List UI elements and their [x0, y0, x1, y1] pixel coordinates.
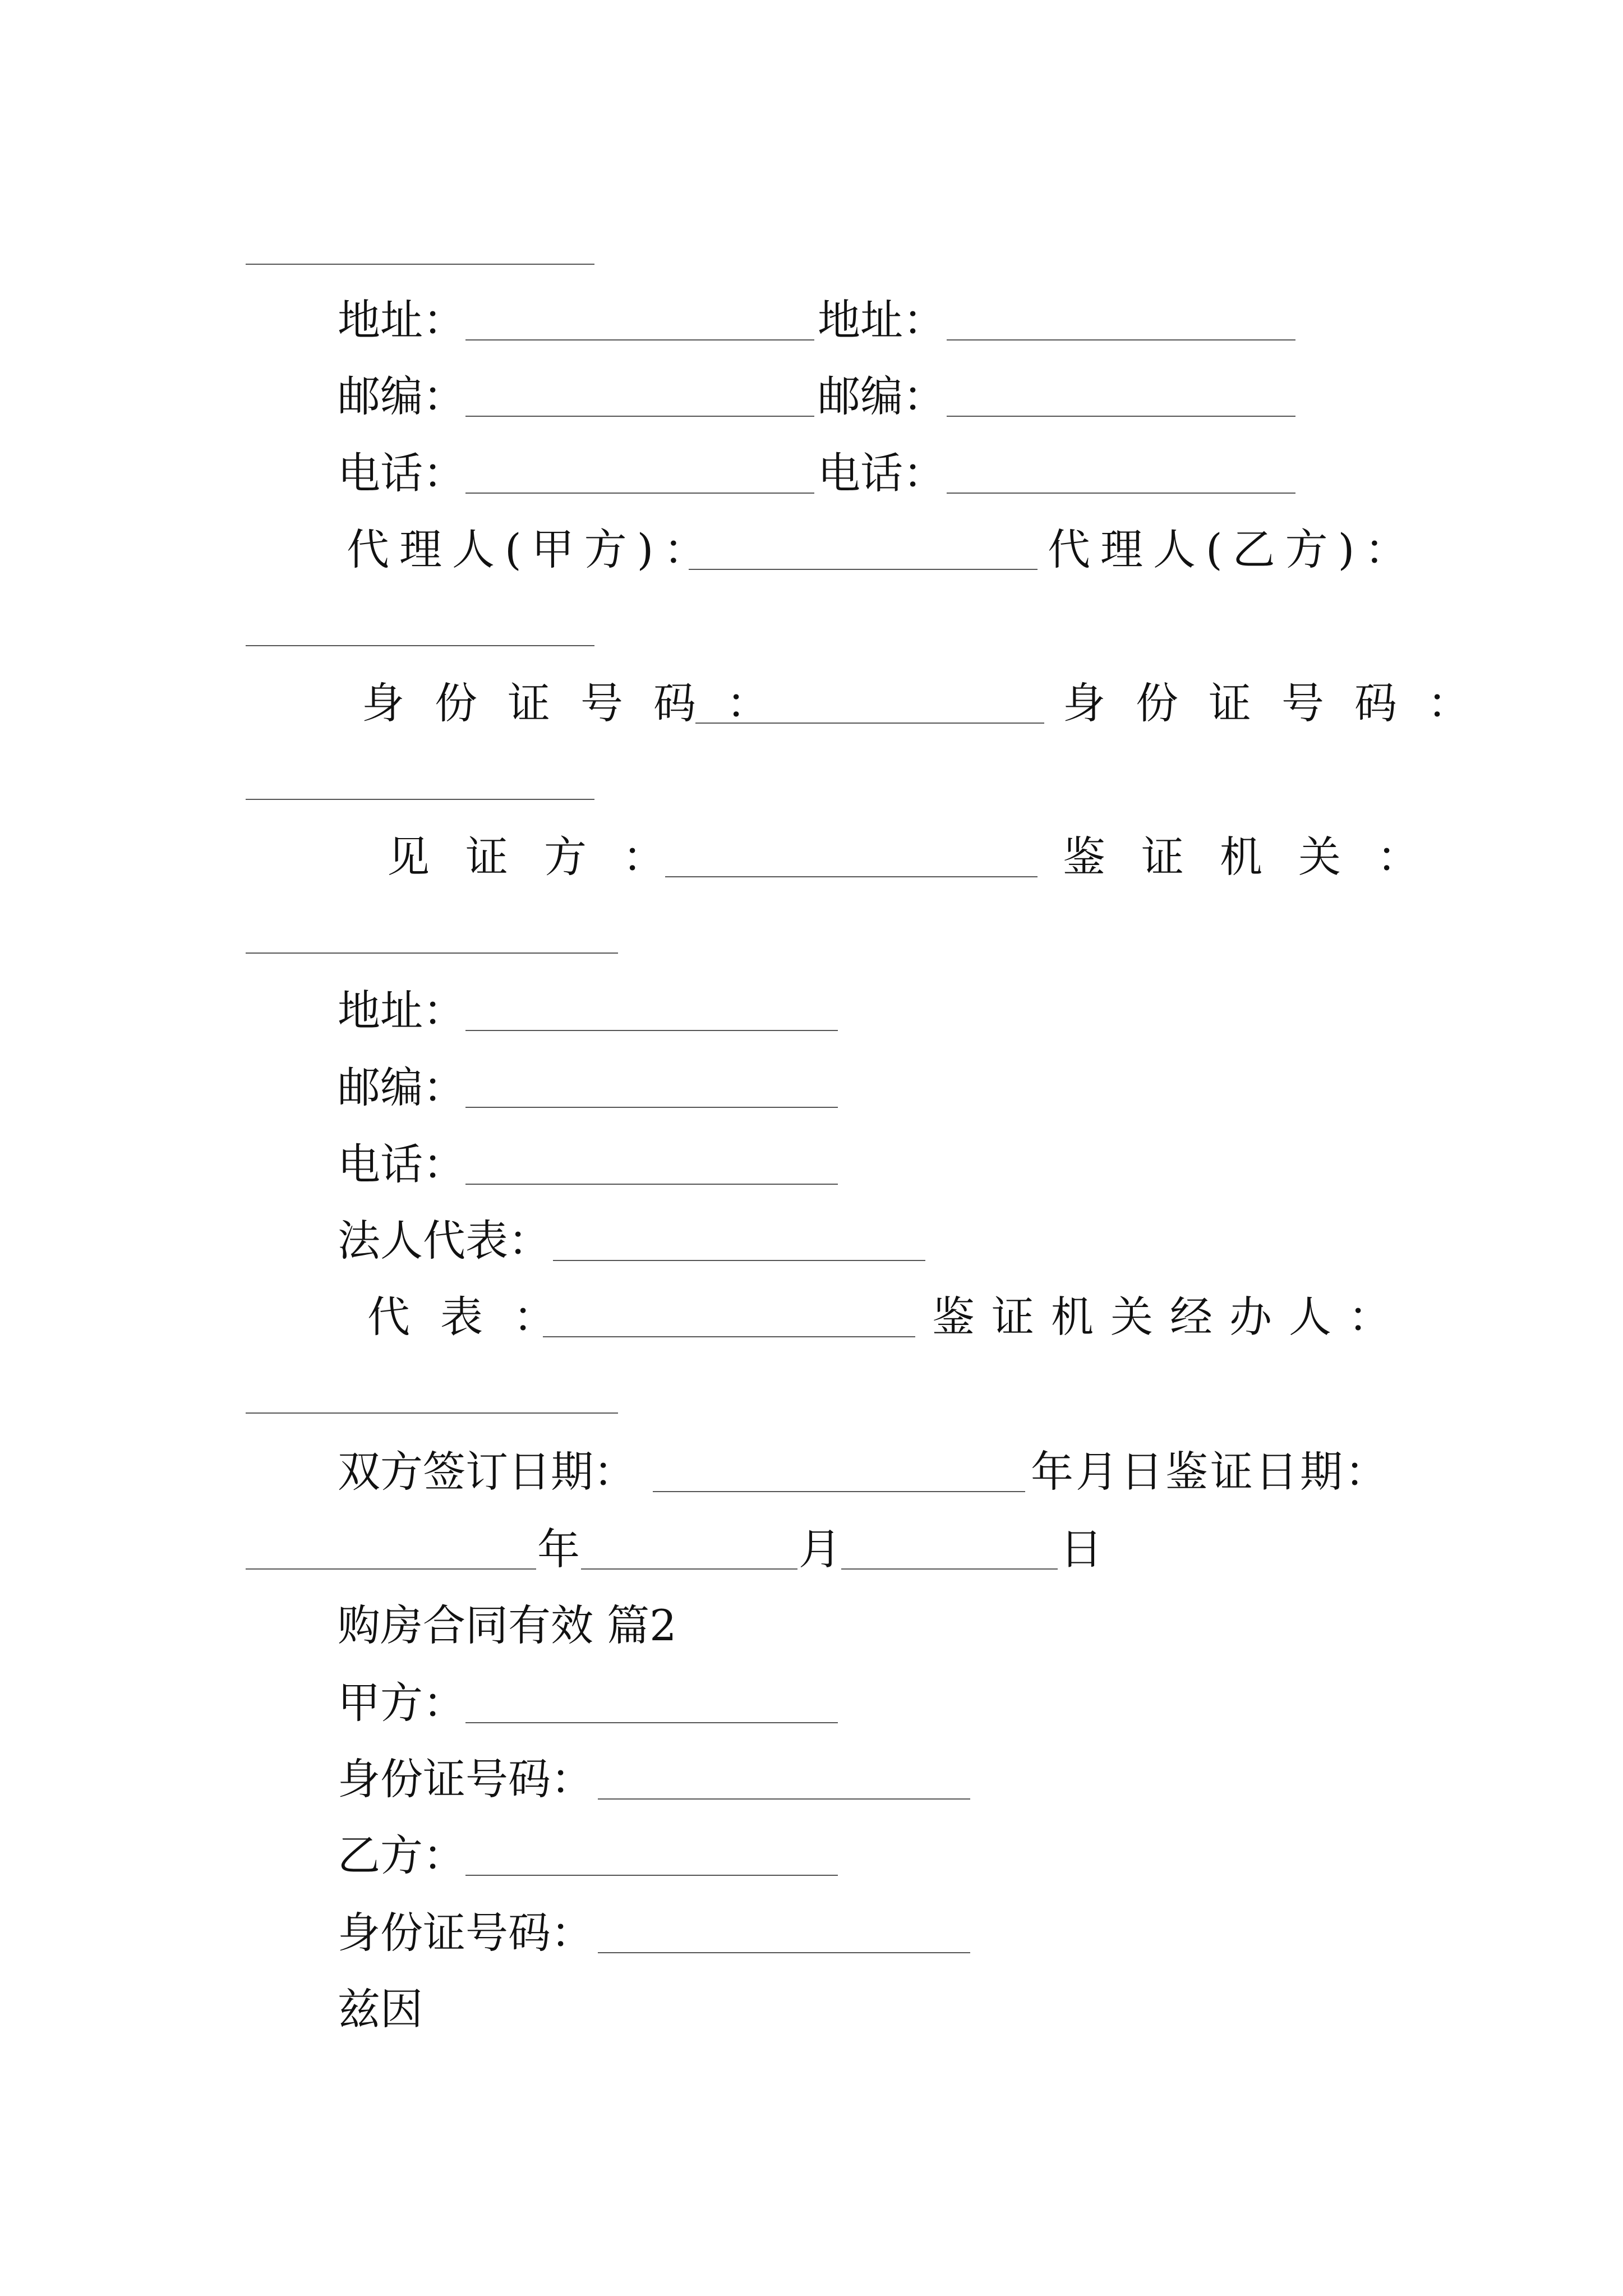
- id-number-blank-party-b-continued: [246, 799, 594, 800]
- id-number-label-party-b: 身份证号码：: [1063, 678, 1500, 728]
- postcode-blank-party-b: [947, 416, 1295, 417]
- party-b-id-number-label: 身份证号码：: [338, 1908, 593, 1958]
- party-b-id-number-blank: [598, 1952, 970, 1953]
- year-label: 年: [537, 1524, 580, 1574]
- agent-blank-party-a: [689, 569, 1038, 570]
- party-a-label: 甲方：: [338, 1678, 465, 1728]
- party-a-blank: [465, 1722, 838, 1723]
- authority-phone-blank: [465, 1184, 838, 1185]
- agent-label-party-b: 代理人(乙方)：: [1048, 524, 1418, 574]
- day-blank: [841, 1568, 1058, 1570]
- postcode-label-party-b: 邮编：: [818, 371, 946, 421]
- signing-date-label: 双方签订日期：: [338, 1447, 636, 1497]
- day-label: 日: [1060, 1524, 1103, 1574]
- postcode-blank-party-a: [465, 416, 814, 417]
- month-label: 月: [799, 1524, 841, 1574]
- month-blank: [581, 1568, 797, 1570]
- authority-agent-label: 鉴证机关经办人：: [932, 1292, 1408, 1342]
- legal-representative-blank: [553, 1260, 925, 1261]
- authority-postcode-label: 邮编：: [338, 1062, 465, 1112]
- agent-label-party-a: 代理人(甲方)：: [347, 524, 717, 574]
- representative-label: 代表：: [367, 1292, 586, 1342]
- party-b-blank: [465, 1875, 838, 1876]
- postcode-label-party-a: 邮编：: [338, 371, 465, 421]
- phone-blank-party-a: [465, 493, 814, 494]
- authority-address-label: 地址：: [338, 986, 465, 1036]
- address-label-party-a: 地址：: [338, 295, 465, 345]
- party-b-label: 乙方：: [338, 1830, 465, 1880]
- year-blank: [246, 1568, 536, 1570]
- authority-address-blank: [465, 1030, 838, 1031]
- authority-phone-label: 电话：: [338, 1139, 465, 1189]
- party-a-id-number-blank: [598, 1798, 970, 1800]
- legal-representative-label: 法人代表：: [338, 1216, 551, 1266]
- phone-blank-party-b: [947, 493, 1295, 494]
- authority-blank-continued: [246, 953, 618, 954]
- phone-label-party-a: 电话：: [338, 448, 465, 498]
- verification-date-label: 年月日鉴证日期：: [1031, 1447, 1390, 1497]
- witness-label: 见证方：: [387, 832, 701, 882]
- agent-blank-party-b-continued: [246, 645, 594, 646]
- address-label-party-b: 地址：: [818, 295, 946, 345]
- authority-postcode-blank: [465, 1107, 838, 1108]
- signing-date-blank: [653, 1491, 1025, 1492]
- section-title: 购房合同有效 篇2: [338, 1600, 677, 1650]
- id-number-label-party-a: 身份证号码：: [362, 678, 799, 728]
- authority-agent-blank-continued: [246, 1412, 618, 1414]
- id-number-blank-party-a: [695, 723, 1044, 724]
- witness-blank: [665, 876, 1038, 877]
- party-a-id-number-label: 身份证号码：: [338, 1754, 593, 1804]
- address-blank-party-a: [465, 339, 814, 341]
- representative-blank: [543, 1336, 915, 1337]
- blank-line: [246, 264, 594, 265]
- hereby-text: 兹因: [338, 1984, 423, 2034]
- address-blank-party-b: [947, 339, 1295, 341]
- phone-label-party-b: 电话：: [818, 448, 946, 498]
- authority-label: 鉴证机关：: [1063, 832, 1455, 882]
